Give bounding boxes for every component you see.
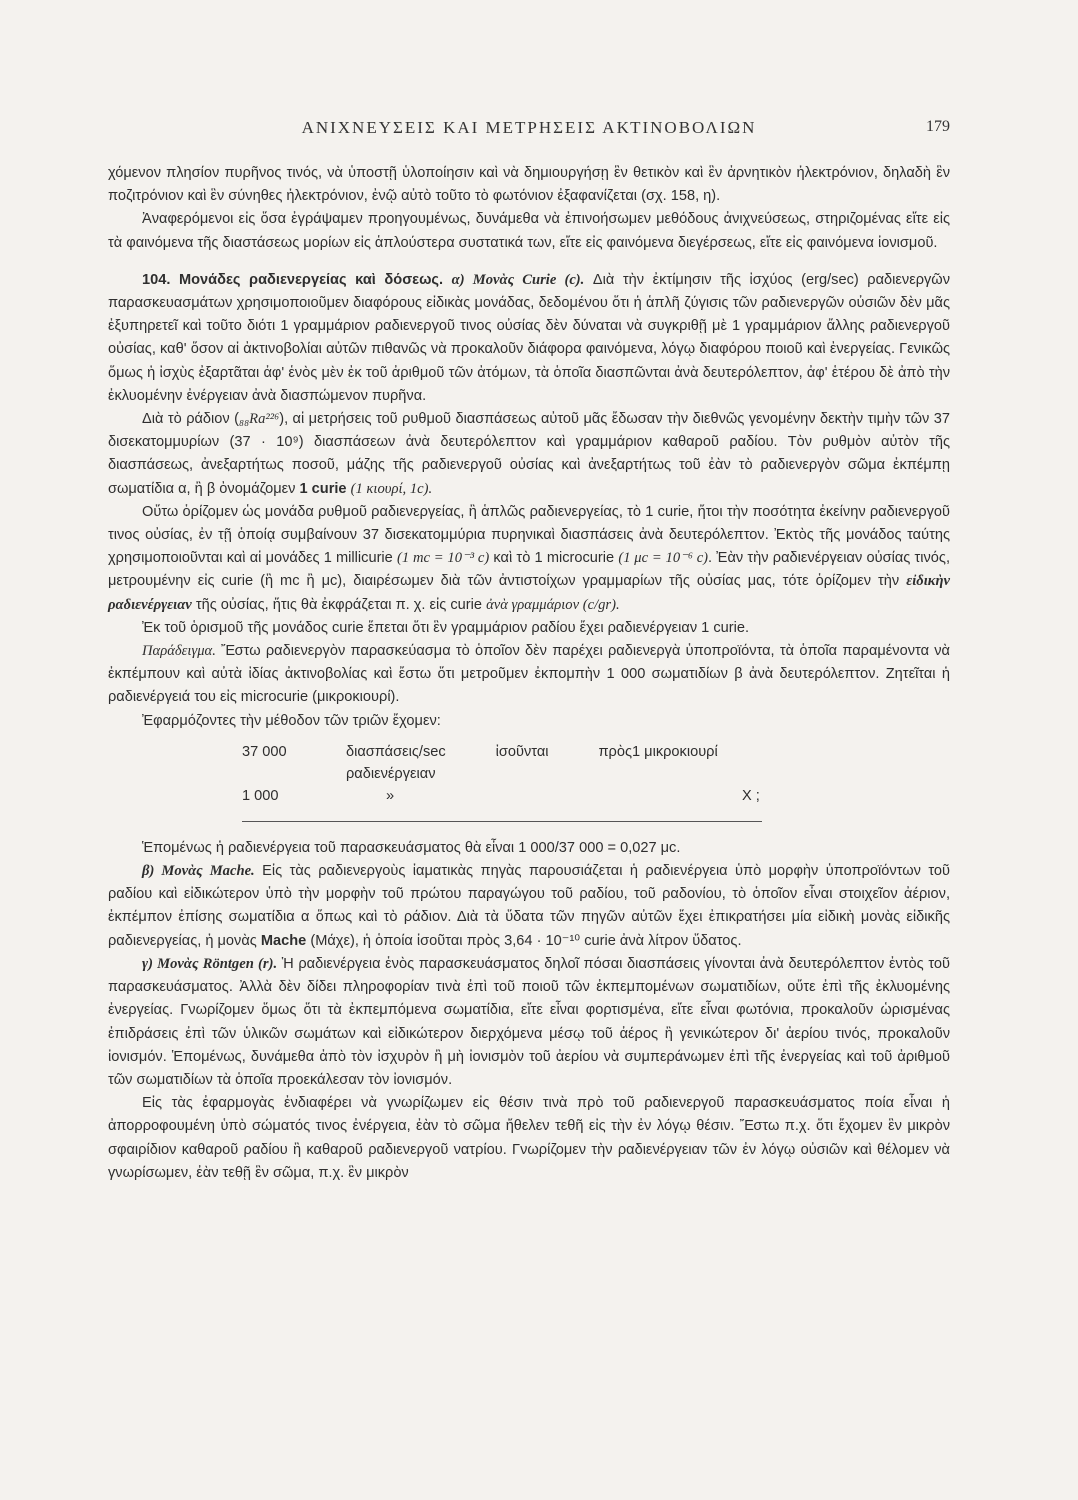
paragraph-example: Παράδειγμα. Ἔστω ραδιενεργὸν παρασκεύασμα τὸ ὁποῖον δὲν παρέχει ραδιενεργὰ ὑποπροϊόντα, τὰ ὁποῖα παραμένοντα νὰ ἐκπέμπουν καὶ αὐτὰ ἰδίας ἀκτινοβολίας καὶ ἔστω ὅτι μετροῦμεν ἐκπομπὴν 1 000 σωματιδίων β ἀνὰ δευτερόλεπτον. Ζητεῖται ἡ ραδιενέργειά του εἰς microcurie (μικροκιουρί). [108,643,950,706]
section-104 [108,269,950,408]
calculation-block [242,741,950,829]
mache-unit: Mache [260,932,307,949]
paragraph-curie-consequence: Ἐκ τοῦ ὁρισμοῦ τῆς μονάδος curie ἕπεται ὅτι ἓν γραμμάριον ραδίου ἔχει ραδιενέργειαν 1 curie. [142,619,750,636]
page-number: 179 [926,118,950,135]
paragraph-result: Ἑπομένως ἡ ραδιενέργεια τοῦ παρασκευάσματος θὰ εἶναι 1 000/37 000 = 0,027 μc. [142,839,681,856]
paragraph-continuation: χόμενον πλησίον πυρῆνος τινός, νὰ ὑποστῇ ὑλοποίησιν καὶ νὰ δημιουργήσῃ ἓν θετικὸν καὶ ἓν ἀρνητικὸν ἠλεκτρόνιον, δηλαδὴ ἓν ποζιτρόνιον καὶ ἓν σύνηθες ἠλεκτρόνιον, ἐνῷ αὐτὸ τοῦτο τὸ φωτόνιον ἐξαφανίζεται (σχ. 158, η). [108,165,950,205]
specific-activity-term: εἰδικὴν ραδιενέργειαν [108,573,950,613]
paragraph-applications: Εἰς τὰς ἐφαρμογὰς ἐνδιαφέρει νὰ γνωρίζωμεν εἰς θέσιν τινὰ πρὸ τοῦ ραδιενεργοῦ παρασκευάσματος ποία εἶναι ἡ ἀπορροφουμένη ὑπὸ σώματός τινος ἐνέργεια, ἐὰν τὸ σῶμα ἤθελεν τεθῆ εἰς τὴν ἐν λόγῳ θέσιν. Ἔστω π.χ. ὅτι ἔχομεν ἓν μικρὸν σφαιρίδιον καθαροῦ ραδίου ἢ καθαροῦ ραδιενεργοῦ νατρίου. Γνωρίζομεν τὴν ραδιενέργειαν τῶν ἐν λόγῳ οὐσιῶν καὶ θέλομεν νὰ γνωρίσωμεν, ἐὰν τεθῇ ἓν σῶμα, π.χ. ἓν μικρὸν [108,1095,950,1181]
calc-row-2: 1 000 » X ; [242,787,760,804]
section-heading: 104. Μονάδες ραδιενεργείας καὶ δόσεως. [142,271,444,288]
subsection-curie-heading: α) Μονὰς Curie (c). [451,271,585,288]
subsection-rontgen-heading: γ) Μονὰς Röntgen (r). [142,955,278,972]
calc-row-1: 37 000 διασπάσεις/sec ἰσοῦνται πρὸς ραδιενέργειαν 1 μικροκιουρί [242,743,718,782]
paragraph-rule-of-three: Ἐφαρμόζοντες τὴν μέθοδον τῶν τριῶν ἔχομεν: [142,712,441,729]
subsection-mache-heading: β) Μονὰς Mache. [142,863,255,880]
paragraph-curie-definition: Οὕτω ὁρίζομεν ὡς μονάδα ρυθμοῦ ραδιενεργείας, ἢ ἁπλῶς ραδιενεργείας, τὸ 1 curie, ἤτοι τὴν ποσότητα ἐκείνην ραδιενεργοῦ τινος οὐσίας, ἐν τῇ ὁποίᾳ συμβαίνουν 37 δισεκατομμύρια πυρηνικαὶ διασπάσεις ἀνὰ δευτερόλεπτον. Ἐκτὸς τῆς μονάδος ταύτης χρησιμοποιοῦνται καὶ αἱ μονάδες 1 millicurie (1 mc = 10⁻³ c) καὶ τὸ 1 microcurie (1 μc = 10⁻⁶ c). Ἐὰν τὴν ραδιενέργειαν οὐσίας τινός, μετρουμένην εἰς curie (ἢ mc ἢ μc), διαιρέσωμεν διὰ τῶν ἀντιστοίχων γραμμαρίων τῆς οὐσίας μας, τότε ὁρίζομεν τὴν εἰδικὴν ραδιενέργειαν τῆς οὐσίας, ἥτις θὰ ἐκφράζεται π. χ. εἰς curie ἀνὰ γραμμάριον (c/gr). [108,503,951,613]
page-body [108,162,950,1185]
curie-unit: 1 curie [299,480,347,497]
radium-isotope: ₈₈Ra²²⁶ [239,411,280,428]
paragraph-radium: Διὰ τὸ ράδιον (₈₈Ra²²⁶), αἱ μετρήσεις τοῦ ρυθμοῦ διασπάσεως αὐτοῦ μᾶς ἔδωσαν τὴν διεθνῶς γενομένην δεκτὴν τιμὴν τῶν 37 δισεκατομμυρίων (37 · 10⁹) διασπάσεων ἀνὰ δευτερόλεπτον καὶ γραμμάριον καθαροῦ ραδίου. Τὸν ρυθμὸν αὐτὸν τῆς διασπάσεως, ἀνεξαρτήτως ποσοῦ, μάζης τῆς ραδιενεργοῦ οὐσίας καὶ ἀνεξαρτήτως τοῦ ἐὰν τὸ ραδιενεργὸν σῶμα ἐκπέμπῃ σωματίδια α, ἢ β ὀνομάζομεν 1 curie (1 κιουρί, 1c). [108,411,950,497]
section-104-text: Διὰ τὴν ἐκτίμησιν τῆς ἰσχύος (erg/sec) ραδιενεργῶν παρασκευασμάτων χρησιμοποιοῦμεν διαφόρους εἰδικὰς μονάδας, δεδομένου ὅτι ἡ ἁπλῆ ζύγισις τῶν ραδιενεργῶν οὐσιῶν δὲν μᾶς ἐξυπηρετεῖ καὶ τοῦτο διότι 1 γραμμάριον ραδιενεργοῦ τινος οὐσίας δὲν δύναται νὰ συγκριθῇ μὲ 1 γραμμάριον ἄλλης ραδιενεργοῦ οὐσίας, καθ' ὅσον αἱ ἀκτινοβολίαι αὐτῶν πιθανῶς νὰ προκαλοῦν διάφορα φαινόμενα, λόγῳ διαφόρου ποιοῦ καὶ ἐνεργείας. Γενικῶς ὅμως ἡ ἰσχὺς ἐξαρτᾶται ἀφ' ἑνὸς μὲν ἐκ τοῦ ἀριθμοῦ τῶν ἀτόμων, τὰ ὁποῖα διασπῶνται ἀνὰ δευτερόλεπτον, ἀφ' ἑτέρου δὲ ἀπὸ τὴν ἐκλυομένην ἐνέργειαν ἀνὰ διασπώμενον πυρῆνα. [108,271,950,404]
calc-rule [242,821,762,822]
subsection-rontgen: γ) Μονὰς Röntgen (r). Ἡ ραδιενέργεια ἑνὸς παρασκευάσματος δηλοῖ πόσαι διασπάσεις γίνονται ἀνὰ δευτερόλεπτον ἐντὸς τοῦ παρασκευάσματος. Ἀλλὰ δὲν δίδει πληροφορίαν τινὰ ἐπὶ τοῦ ποιοῦ τῶν ἐκπεμπομένων σωματιδίων, οὔτε ἐπὶ τῆς ἐκλυομένης ἐνεργείας. Γνωρίζομεν ὅμως ὅτι τὰ ἐκπεμπόμενα σωματίδια, εἴτε εἶναι φορτισμένα, εἴτε εἶναι φωτόνια, προκαλοῦν ὡρισμένας ἐπιδράσεις ἐπὶ τῶν ὑλικῶν σωμάτων καὶ εἰδικώτερον διερχόμενα μέσῳ τοῦ ἀέρος ἢ γενικώτερον δι' ἀερίου τινός, προκαλοῦν ἰονισμόν. Ἑπομένως, δυνάμεθα ἀπὸ τὸν ἰσχυρὸν ἢ μὴ ἰονισμὸν τοῦ ἀερίου νὰ συμπεράνωμεν ἐπὶ τῆς ἐνεργείας καὶ τοῦ ἀριθμοῦ τῶν σωματιδίων τὰ ὁποῖα προεκάλεσαν τὸν ἰονισμόν. [108,955,950,1088]
subsection-mache: β) Μονὰς Mache. Εἰς τὰς ραδιενεργοὺς ἰαματικὰς πηγὰς παρουσιάζεται ἡ ραδιενέργεια ὑπὸ μορφὴν ὑποπροϊόντων τοῦ ραδίου καὶ εἰδικώτερον ὑπὸ τὴν μορφὴν τοῦ πρώτου παραγώγου τοῦ ραδίου, τοῦ ραδονίου, τὸ ὁποῖον εἶναι στοιχεῖον ἀέριον, ἐκπέμπον ἐπίσης σωματίδια α ὅπως καὶ τὸ ράδιον. Διὰ τὰ ὕδατα τῶν πηγῶν αὐτῶν ἔχει ἐπικρατήσει μία εἰδικὴ μονὰς εἰδικῆς ραδιενεργείας, ἡ μονὰς Mache (Μάχε), ἡ ὁποία ἰσοῦται πρὸς 3,64 · 10⁻¹⁰ curie ἀνὰ λίτρον ὕδατος. [108,863,950,949]
paragraph-detection-methods: Ἀναφερόμενοι εἰς ὅσα ἐγράψαμεν προηγουμένως, δυνάμεθα νὰ ἐπινοήσωμεν μεθόδους ἀνιχνεύσεως, στηριζομένας εἴτε εἰς τὰ φαινόμενα τῆς διαστάσεως μορίων εἰς ἁπλούστερα συστατικά των, εἴτε εἰς φαινόμενα διεγέρσεως, εἴτε εἰς φαινόμενα ἰονισμοῦ. [108,211,950,251]
chapter-title: ΑΝΙΧΝΕΥΣΕΙΣ ΚΑΙ ΜΕΤΡΗΣΕΙΣ ΑΚΤΙΝΟΒΟΛΙΩΝ [301,118,757,137]
example-label: Παράδειγμα. [142,643,216,660]
running-header [108,118,950,148]
